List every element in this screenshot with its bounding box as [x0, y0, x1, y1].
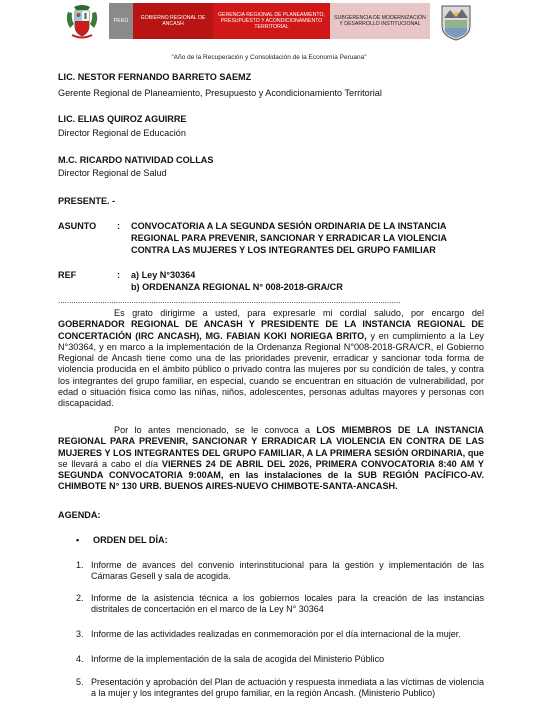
agenda-item-2-text: Informe de la asistencia técnica a los gobiernos locales para la creación de las instancias distritales de concertación en el marco de la Ley N° 30364 [91, 593, 484, 615]
peru-label: PERÚ [109, 3, 133, 39]
agenda-item-2-number: 2. [76, 593, 84, 603]
subgerencia-label: SUBGERENCIA DE MODERNIZACIÓN Y DESARROLLO INSTITUCIONAL [330, 3, 430, 39]
p1-text-2: y en cumplimiento a la Ley N°30364, y en marco a la implementación de la Ordenanza Regional N°008-2018-GRA/CR, el Gobierno Regional de Ancash tiene como una de las prioridades prevenir, erradicar y sancionar toda forma de violencia producida en el ámbito público o privado contra las mujeres por su condición de tales, y contra los integrantes del grupo familiar, en especial, cuando se encuentran en situación de vulnerabilidad, por edad o situación física como las niñas, niños, adolescentes, personas adultas mayores y personas con discapacidad. [58, 330, 484, 409]
ref-colon: : [117, 270, 121, 280]
asunto-line-3: CONTRA LAS MUJERES Y LOS INTEGRANTES DEL GRUPO FAMILIAR [131, 245, 436, 255]
agenda-item-4-number: 4. [76, 654, 84, 664]
p1-text-1: Es grato dirigirme a usted, para expresarle mi cordial saludo, por encargo del [114, 308, 484, 318]
p2-bold-1: LOS MIEMBROS DE LA INSTANCIA REGIONAL PARA PREVENIR, SANCIONAR Y ERRADICAR LA VIOLENCIA EN CONTRA DE LAS MUJERES Y LOS INTEGRANTES DEL GRUPO FAMILIAR, A LA PRIMERA SESIÓN ORDINARIA, que [58, 425, 484, 458]
recipient-2-name: LIC. ELIAS QUIROZ AGUIRRE [58, 114, 187, 124]
agenda-item-1-number: 1. [76, 560, 84, 570]
recipient-1-role: Gerente Regional de Planeamiento, Presupuesto y Acondicionamiento Territorial [58, 88, 382, 98]
body-paragraph-1 [58, 308, 484, 410]
agenda-item-3-number: 3. [76, 629, 84, 639]
gobierno-regional-label: GOBIERNO REGIONAL DE ANCASH [133, 3, 213, 39]
presente-label: PRESENTE. - [58, 196, 116, 206]
p2-text-2: se llevará a cabo el día [58, 458, 162, 469]
p1-bold-1: GOBERNADOR REGIONAL DE ANCASH Y PRESIDENTE DE LA INSTANCIA REGIONAL DE CONCERTACIÓN (IRC ANCASH), MG. FABIAN KOKI NORIEGA BRITO, [58, 319, 484, 341]
orden-del-dia-label: ORDEN DEL DÍA: [93, 535, 168, 545]
year-motto: "Año de la Recuperación y Consolidación de la Economía Peruana" [171, 54, 367, 61]
recipient-2-role: Director Regional de Educación [58, 128, 186, 138]
asunto-line-1: CONVOCATORIA A LA SEGUNDA SESIÓN ORDINARIA DE LA INSTANCIA [131, 221, 447, 231]
agenda-item-1-text: Informe de avances del convenio interinstitucional para la gestión y implementación de las Cámaras Gesell y sala de acogida. [91, 560, 484, 582]
agenda-label: AGENDA: [58, 510, 101, 520]
recipient-3-role: Director Regional de Salud [58, 168, 167, 178]
p2-text-1: Por lo antes mencionado, se le convoca a [114, 425, 317, 435]
ancash-emblem-icon [430, 0, 482, 42]
coat-of-arms-icon [55, 0, 109, 42]
orden-bullet-icon: • [76, 535, 80, 545]
body-paragraph-2 [58, 425, 484, 493]
asunto-label: ASUNTO [58, 221, 97, 231]
ref-label: REF [58, 270, 77, 280]
recipient-3-name: M.C. RICARDO NATIVIDAD COLLAS [58, 155, 214, 165]
separator-dots: .......................................................................................................................................................... [58, 296, 401, 305]
asunto-colon: : [117, 221, 121, 231]
agenda-item-5-number: 5. [76, 677, 84, 687]
ref-a: a) Ley N°30364 [131, 270, 196, 280]
asunto-line-2: REGIONAL PARA PREVENIR, SANCIONAR Y ERRADICAR LA VIOLENCIA [131, 233, 447, 243]
p2-bold-2: VIERNES 24 DE ABRIL DEL 2026, PRIMERA CONVOCATORIA 8:40 AM Y SEGUNDA CONVOCATORIA 9:00AM, en las instalaciones de la SUB REGIÓN PACÍFICO-AV. CHIMBOTE N° 130 URB. BUENOS AIRES-NUEVO CHIMBOTE-SANTA-ANCASH. [58, 458, 484, 492]
gerencia-regional-label: GERENCIA REGIONAL DE PLANEAMIENTO, PRESUPUESTO Y ACONDICIONAMIENTO TERRITORIAL [213, 3, 330, 39]
agenda-item-3-text: Informe de las actividades realizadas en conmemoración por el día internacional de la mujer. [91, 629, 461, 639]
letterhead [55, 0, 485, 42]
recipient-1-name: LIC. NESTOR FERNANDO BARRETO SAEMZ [58, 72, 252, 82]
ref-b: b) ORDENANZA REGIONAL N° 008-2018-GRA/CR [131, 282, 343, 292]
agenda-item-5-text: Presentación y aprobación del Plan de actuación y respuesta inmediata a las víctimas de violencia a la mujer y los integrantes del grupo familiar, en la región Ancash. (Ministerio Publico) [91, 677, 484, 699]
agenda-item-4-text: Informe de la implementación de la sala de acogida del Ministerio Público [91, 654, 385, 664]
